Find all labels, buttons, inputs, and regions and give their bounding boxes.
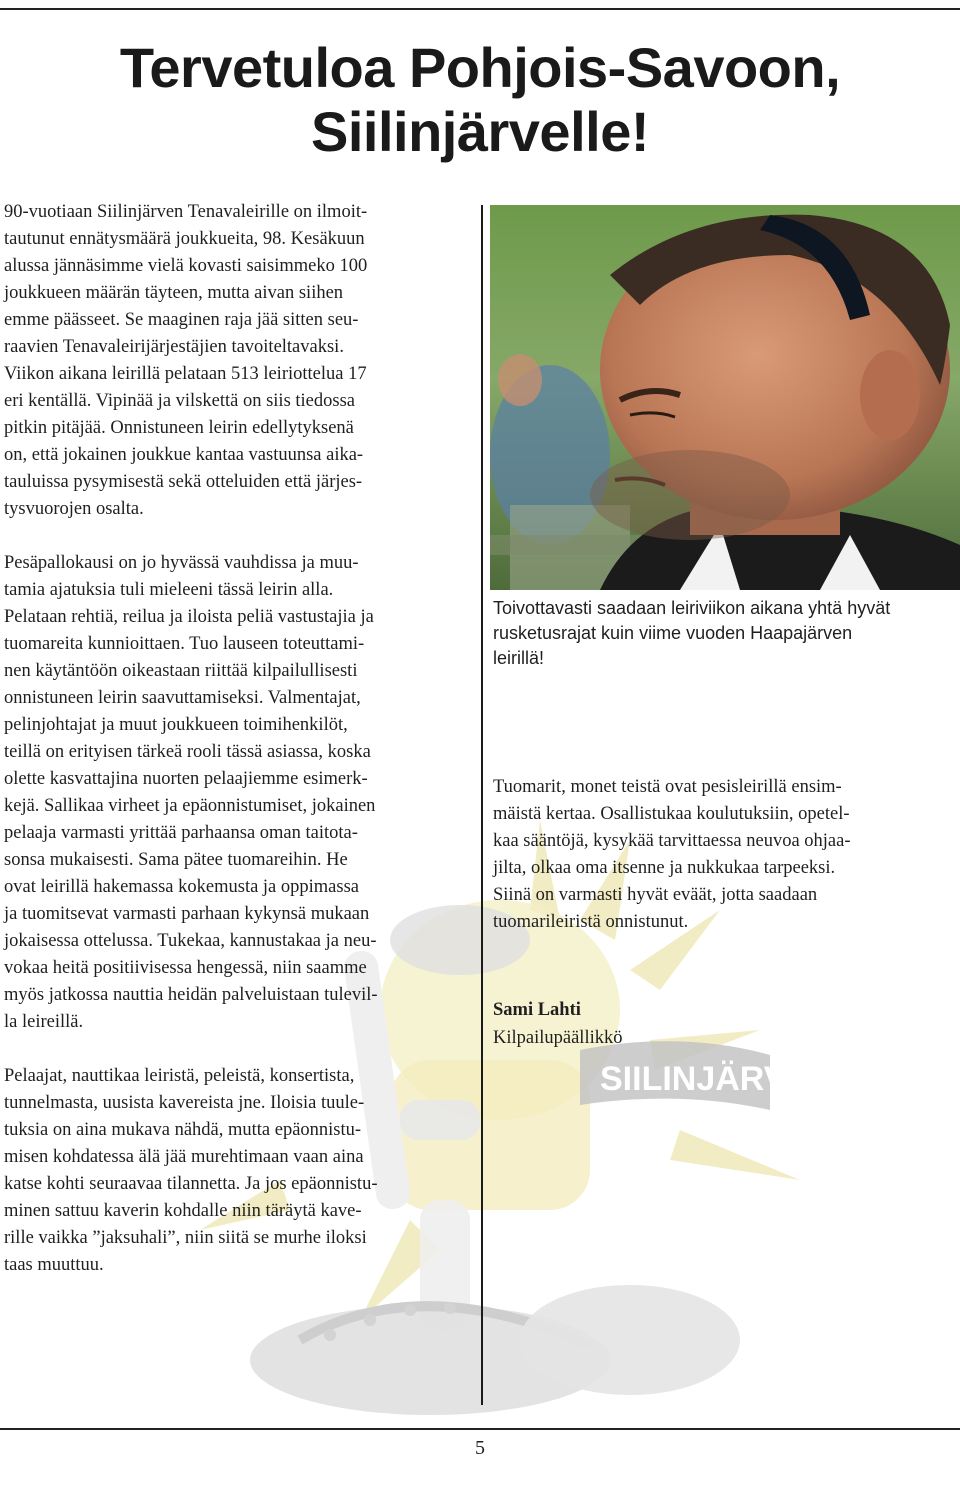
mascot-banner-text: SIILINJÄRVI <box>600 1060 796 1098</box>
left-column <box>4 199 470 1279</box>
column-divider <box>481 205 483 1405</box>
right-column <box>493 774 953 936</box>
signature <box>493 996 622 1052</box>
bottom-rule <box>0 1428 960 1430</box>
title-line-2: Siilinjärvelle! <box>311 100 649 163</box>
referees-paragraph: Tuomarit, monet teistä ovat pesisleirillä ensim- mäistä kertaa. Osallistukaa koulutuksiin, opetel- kaa sääntöjä, kysykää tarvittaessa neuvoa ohjaa- jilta, olkaa oma itsenne ja nukkukaa tarpeeksi. Siinä on varmasti hyvät eväät, jotta saadaan tuomarileiristä onnistunut. <box>493 777 851 932</box>
top-rule <box>0 8 960 10</box>
page-title <box>0 36 960 164</box>
signature-role: Kilpailupäällikkö <box>493 1028 623 1048</box>
players-paragraph: Pelaajat, nauttikaa leiristä, peleistä, konsertista, tunnelmasta, uusista kavereista jne. Iloisia tuule- tuksia on aina mukava nähdä, mutta epäonnistu- misen kohdatessa älä jää murehtimaan vaan aina katse kohti seuraavaa tilannetta. Ja jos epäonnistu- minen sattuu kaverin kohdalle niin täräytä kave- rille vaikka ”jaksuhali”, niin siitä se murhe iloksi taas muuttuu. <box>4 1066 378 1275</box>
title-line-1: Tervetuloa Pohjois-Savoon, <box>119 36 841 99</box>
season-paragraph: Pesäpallokausi on jo hyvässä vauhdissa ja muu- tamia ajatuksia tuli mieleeni tässä leirin alla. Pelataan rehtiä, reilua ja iloista peliä vastustajia ja tuomareita kunnioittaen. Tuo lauseen toteuttami- nen käytäntöön oikeastaan riittää kilpailullisesti onnistuneen leirin saavuttamiseksi. Valmentajat, pelinjohtajat ja muut joukkueen toimihenkilöt, teillä on erityisen tärkeä rooli tässä asiassa, koska olette kasvattajina nuorten pelaajiemme esimerk- kejä. Sallikaa virheet ja epäonnistumiset, jokainen pelaaja varmasti yrittää parhaansa oman taitota- sonsa mukaisesti. Sama pätee tuomareihin. He ovat leirillä hakemassa kokemusta ja oppimassa ja tuomitsevat varmasti parhaan kykynsä mukaan jokaisessa ottelussa. Tukekaa, kannustakaa ja neu- vokaa heitä positiivisessa hengessä, niin saamme myös jatkossa nauttia heidän palveluistaan tulevil- la leireillä. <box>4 553 378 1032</box>
intro-paragraph: 90-vuotiaan Siilinjärven Tenavaleirille on ilmoit- tautunut ennätysmäärä joukkueita, 98. Kesäkuun alussa jännäsimme vielä kovasti saisimmeko 100 joukkueen määrän täyteen, mutta aivan siihen emme päässeet. Se maaginen raja jää sitten seu- raavien Tenavaleirijärjestäjien tavoiteltavaksi. Viikon aikana leirillä pelataan 513 leiriottelua 17 eri kentällä. Vipinää ja vilskettä on siis tiedossa pitkin pitäjää. Onnistuneen leirin edellytyksenä on, että jokainen joukkue kantaa vastuunsa aika- tauluissa pysymisestä sekä otteluiden että järjes- tysvuorojen osalta. <box>4 202 368 519</box>
page-number: 5 <box>475 1437 485 1459</box>
portrait-photo <box>490 205 960 590</box>
signature-name: Sami Lahti <box>493 1000 581 1020</box>
photo-caption: Toivottavasti saadaan leiriviikon aikana yhtä hyvät rusketusrajat kuin viime vuoden Haapajärven leirillä! <box>493 598 891 668</box>
